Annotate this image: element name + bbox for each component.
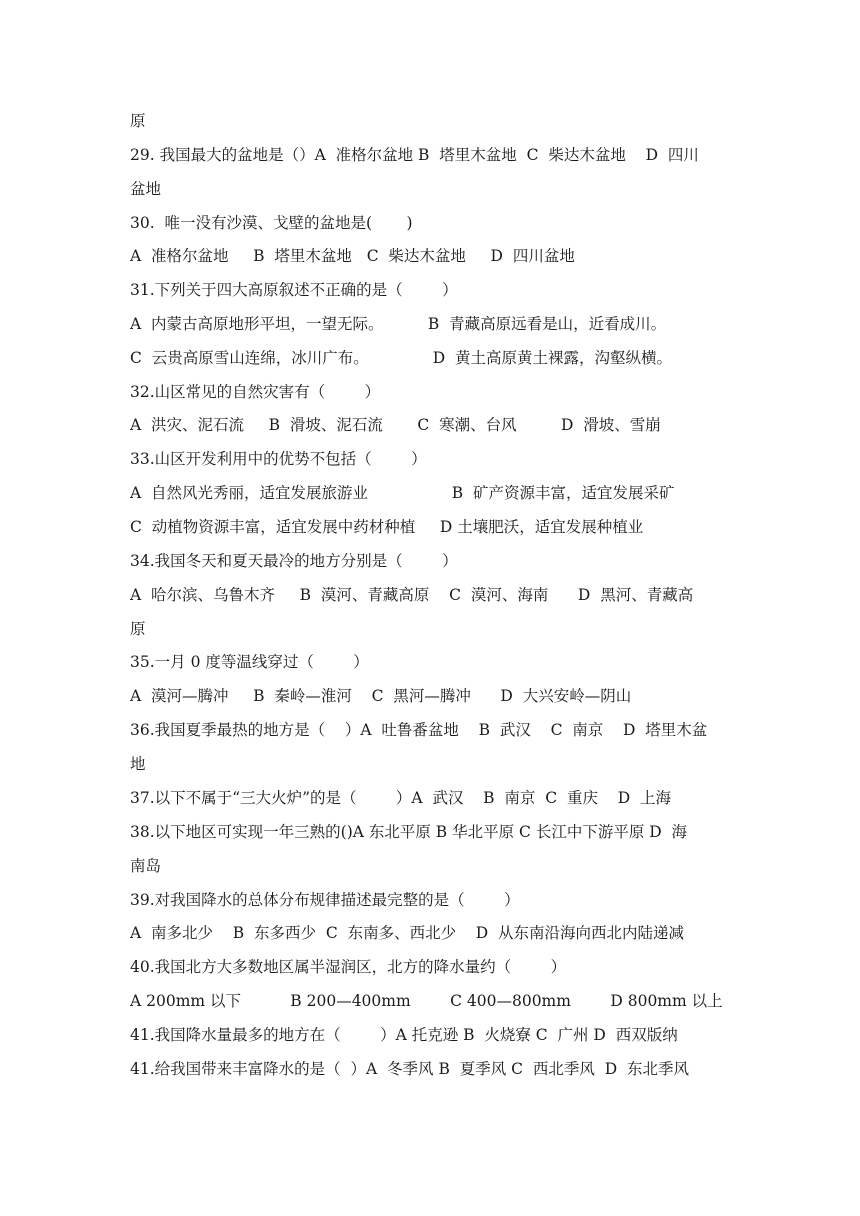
question-30: 30. 唯一没有沙漠、戈壁的盆地是( ) [130,214,413,232]
answer-options: C 云贵高原雪山连绵，冰川广布。 D 黄土高原黄土裸露，沟壑纵横。 [130,349,673,367]
text-line: 地 [130,755,146,773]
answer-options: A 南多北少 B 东多西少 C 东南多、西北少 D 从东南沿海向西北内陆递减 [130,924,685,942]
answer-options: C 动植物资源丰富，适宜发展中药材种植 D 土壤肥沃，适宜发展种植业 [130,518,644,536]
text-line: 盆地 [130,180,162,198]
question-38: 38.以下地区可实现一年三熟的()A 东北平原 B 华北平原 C 长江中下游平原 D 海 [130,823,688,841]
answer-options: A 漠河—腾冲 B 秦岭—淮河 C 黑河—腾冲 D 大兴安岭—阴山 [130,687,632,705]
answer-options: A 自然风光秀丽，适宜发展旅游业 B 矿产资源丰富，适宜发展采矿 [130,484,675,502]
question-36: 36.我国夏季最热的地方是（ ）A 吐鲁番盆地 B 武汉 C 南京 D 塔里木盆 [130,721,708,739]
text-line: 南岛 [130,857,162,875]
answer-options: A 哈尔滨、乌鲁木齐 B 漠河、青藏高原 C 漠河、海南 D 黑河、青藏高 [130,586,694,604]
question-35: 35.一月 0 度等温线穿过（ ） [130,653,369,671]
question-37: 37.以下不属于“三大火炉”的是（ ）A 武汉 B 南京 C 重庆 D 上海 [130,789,671,807]
question-33: 33.山区开发利用中的优势不包括（ ） [130,450,427,468]
question-29: 29. 我国最大的盆地是（）A 准格尔盆地 B 塔里木盆地 C 柴达木盆地 D 四川 [130,146,699,164]
text-line: 原 [130,620,146,638]
question-31: 31.下列关于四大高原叙述不正确的是（ ） [130,281,458,299]
question-41: 41.我国降水量最多的地方在（ ）A 托克逊 B 火烧寮 C 广州 D 西双版纳 [130,1026,678,1044]
answer-options: A 准格尔盆地 B 塔里木盆地 C 柴达木盆地 D 四川盆地 [130,247,575,265]
question-34: 34.我国冬天和夏天最冷的地方分别是（ ） [130,552,458,570]
answer-options: A 内蒙古高原地形平坦，一望无际。 B 青藏高原远看是山，近看成川。 [130,315,667,333]
question-39: 39.对我国降水的总体分布规律描述最完整的是（ ） [130,891,520,909]
question-40: 40.我国北方大多数地区属半湿润区，北方的降水量约（ ） [130,958,567,976]
question-41b: 41.给我国带来丰富降水的是（ ）A 冬季风 B 夏季风 C 西北季风 D 东北季风 [130,1060,690,1078]
text-line: 原 [130,112,146,130]
answer-options: A 洪灾、泥石流 B 滑坡、泥石流 C 寒潮、台风 D 滑坡、雪崩 [130,416,661,434]
answer-options: A 200mm 以下 B 200—400mm C 400—800mm D 800mm 以上 [130,992,723,1010]
question-32: 32.山区常见的自然灾害有（ ） [130,383,381,401]
